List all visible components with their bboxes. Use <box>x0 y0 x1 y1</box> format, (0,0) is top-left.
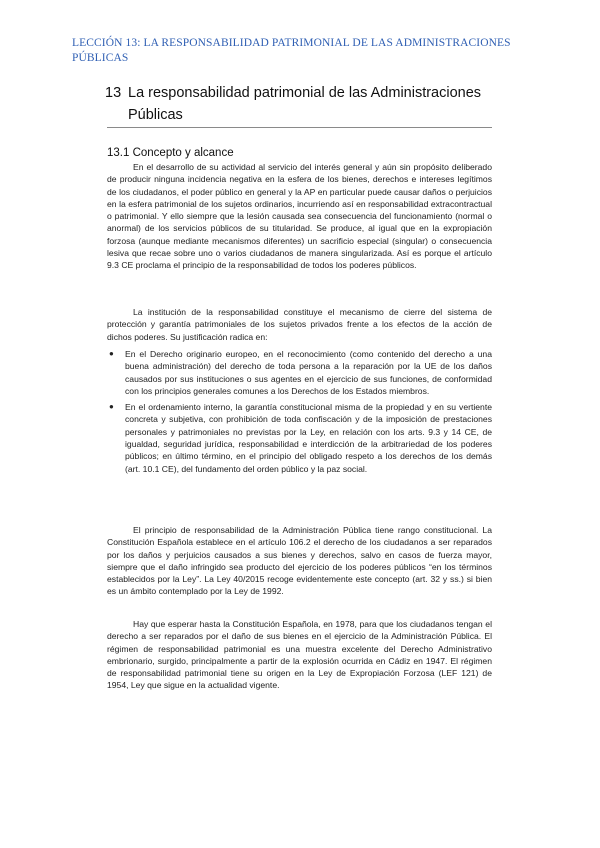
section-heading: 13.1 Concepto y alcance <box>107 147 234 159</box>
chapter-number: 13 <box>105 85 122 101</box>
bullet-icon: ● <box>109 349 114 358</box>
justification-list <box>107 348 492 479</box>
paragraph-text: La institución de la responsabilidad constituye el mecanismo de cierre del sistema de protección y garantía patrimoniales de los sujetos privados frente a los efectos de la acción de dichos poderes. Su justificación radica en: <box>107 307 492 342</box>
paragraph-1 <box>107 161 492 272</box>
list-item <box>107 348 492 397</box>
list-item <box>107 401 492 475</box>
chapter-heading <box>107 82 492 126</box>
heading-rule <box>107 127 492 128</box>
paragraph-text: Hay que esperar hasta la Constitución Española, en 1978, para que los ciudadanos tengan el derecho a ser reparados por el daño de sus bienes en el ejercicio de la Administración Pública. El régimen de responsabilidad patrimonial es una muestra excelente del Derecho Administrativo embrionario, surgido, principalmente a partir de la explosión ocurrida en Cádiz en 1947. El régimen de responsabilidad patrimonial tiene su origen en la Ley de Expropiación Forzosa (LEF 121) de 1954, Ley que sigue en la actualidad vigente. <box>107 619 492 691</box>
list-item-text: En el Derecho originario europeo, en el reconocimiento (como contenido del derecho a una buena administración) del derecho de toda persona a la reparación por la UE de los daños causados por sus instituciones o sus agentes en el ejercicio de sus funciones, de conformidad con los principios generales comunes a los Derechos de los Estados miembros. <box>125 349 492 396</box>
paragraph-3 <box>107 524 492 598</box>
bullet-icon: ● <box>109 402 114 412</box>
paragraph-text: En el desarrollo de su actividad al servicio del interés general y aún sin propósito deliberado de producir ninguna incidencia negativa en la esfera de los bienes, derechos e intereses legítimos de los ciudadanos, el poder público en general y la AP en particular puede causar daños o perjuicios en la esfera patrimonial de los sujetos ordinarios, incurriendo así en responsabilidad extracontractual o patrimonial. Y ello siempre que la lesión causada sea consecuencia del funcionamiento (normal o anormal) de los servicios públicos de su titularidad. Se produce, al igual que en la expropiación forzosa (aunque mediante mecanismos diferentes) un sacrificio especial (singular) o consecuencia lesiva que recae sobre uno o varios ciudadanos de manera singularizada. Así es porque el artículo 9.3 CE proclama el principio de la responsabilidad de todos los poderes públicos. <box>107 162 492 271</box>
running-header: LECCIÓN 13: LA RESPONSABILIDAD PATRIMONIAL DE LAS ADMINISTRACIONES PÚBLICAS <box>72 37 511 64</box>
paragraph-2 <box>107 306 492 343</box>
paragraph-4 <box>107 618 492 692</box>
paragraph-text: El principio de responsabilidad de la Administración Pública tiene rango constitucional. La Constitución Española establece en el artículo 106.2 el derecho de los ciudadanos a ser reparados por los daños y perjuicios causados a sus bienes y derechos, salvo en casos de fuerza mayor, siempre que el daño infringido sea producto del ejercicio de los poderes públicos “en los términos establecidos por la Ley”. La Ley 40/2015 recoge evidentemente este concepto (art. 32 y ss.) si bien es un ámbito contemplado por la Ley de 1992. <box>107 525 492 597</box>
chapter-title: La responsabilidad patrimonial de las Administraciones Públicas <box>128 85 482 123</box>
list-item-text: En el ordenamiento interno, la garantía constitucional misma de la propiedad y en su vertiente concreta y subjetiva, con prohibición de toda confiscación y de la imposición de prestaciones personales y patrimoniales no previstas por la Ley, en relación con los arts. 9.3 y 14 CE, de igualdad, seguridad jurídica, responsabilidad e interdicción de la arbitrariedad de los poderes públicos; en último término, en el principio del obligado respeto a los derechos de los demás (art. 10.1 CE), del fundamento del orden público y la paz social. <box>125 402 492 474</box>
